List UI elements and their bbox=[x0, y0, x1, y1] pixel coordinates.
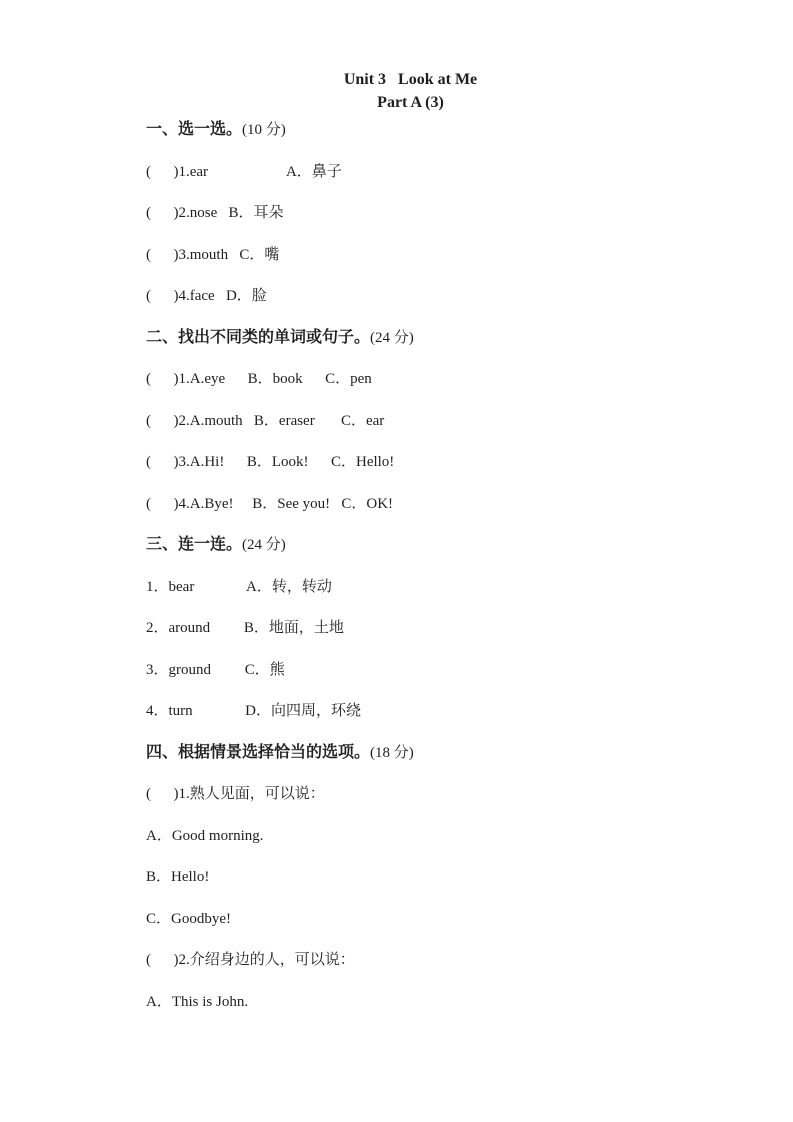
question-line: ( )3.mouth C．嘴 bbox=[146, 246, 280, 263]
match-line: 1．bear A．转，转动 bbox=[146, 578, 332, 595]
section-1-score: (10 分) bbox=[242, 122, 286, 138]
match-line: 2．around B．地面，土地 bbox=[146, 620, 344, 636]
option-line: B．Hello! bbox=[146, 869, 210, 885]
section-1-heading-text: 一、选一选。 bbox=[146, 121, 243, 138]
section-3 bbox=[146, 535, 675, 721]
question-line: ( )1.熟人见面，可以说： bbox=[146, 786, 325, 802]
paper-title bbox=[146, 68, 675, 114]
question-line: ( )3.A.Hi! B．Look! C．Hello! bbox=[146, 454, 395, 470]
section-1-heading bbox=[146, 120, 675, 140]
section-2-score: (24 分) bbox=[370, 329, 414, 346]
paper-title-line2: Part A (3) bbox=[377, 94, 444, 111]
question-line: ( )2.A.mouth B．eraser C．ear bbox=[146, 412, 385, 429]
question-line: ( )4.A.Bye! B．See you! C．OK! bbox=[146, 495, 394, 512]
section-1 bbox=[146, 120, 675, 306]
section-4 bbox=[146, 743, 675, 1012]
section-2-heading bbox=[146, 328, 675, 348]
section-3-heading bbox=[146, 535, 675, 555]
paper-title-line1: Unit 3 Look at Me bbox=[343, 71, 478, 88]
option-line: A．This is John. bbox=[146, 993, 249, 1010]
question-line: ( )1.A.eye B．book C．pen bbox=[146, 371, 372, 387]
section-2-heading-text: 二、找出不同类的单词或句子。 bbox=[146, 328, 371, 346]
section-4-heading bbox=[146, 743, 675, 763]
option-line: A．Good morning. bbox=[146, 827, 264, 844]
section-2 bbox=[146, 328, 675, 514]
question-line: ( )2.nose B．耳朵 bbox=[146, 205, 284, 221]
question-line: ( )1.ear A．鼻子 bbox=[146, 163, 342, 180]
match-line: 4．turn D．向四周，环绕 bbox=[146, 703, 361, 719]
match-line: 3．ground C．熊 bbox=[146, 661, 285, 678]
question-line: ( )4.face D．脸 bbox=[146, 288, 267, 304]
option-line: C．Goodbye! bbox=[146, 910, 231, 927]
section-3-heading-text: 三、连一连。 bbox=[146, 536, 243, 553]
section-4-heading-text: 四、根据情景选择恰当的选项。 bbox=[146, 743, 371, 761]
section-4-score: (18 分) bbox=[370, 744, 414, 761]
section-3-score: (24 分) bbox=[242, 537, 286, 553]
question-line: ( )2.介绍身边的人，可以说： bbox=[146, 952, 355, 968]
